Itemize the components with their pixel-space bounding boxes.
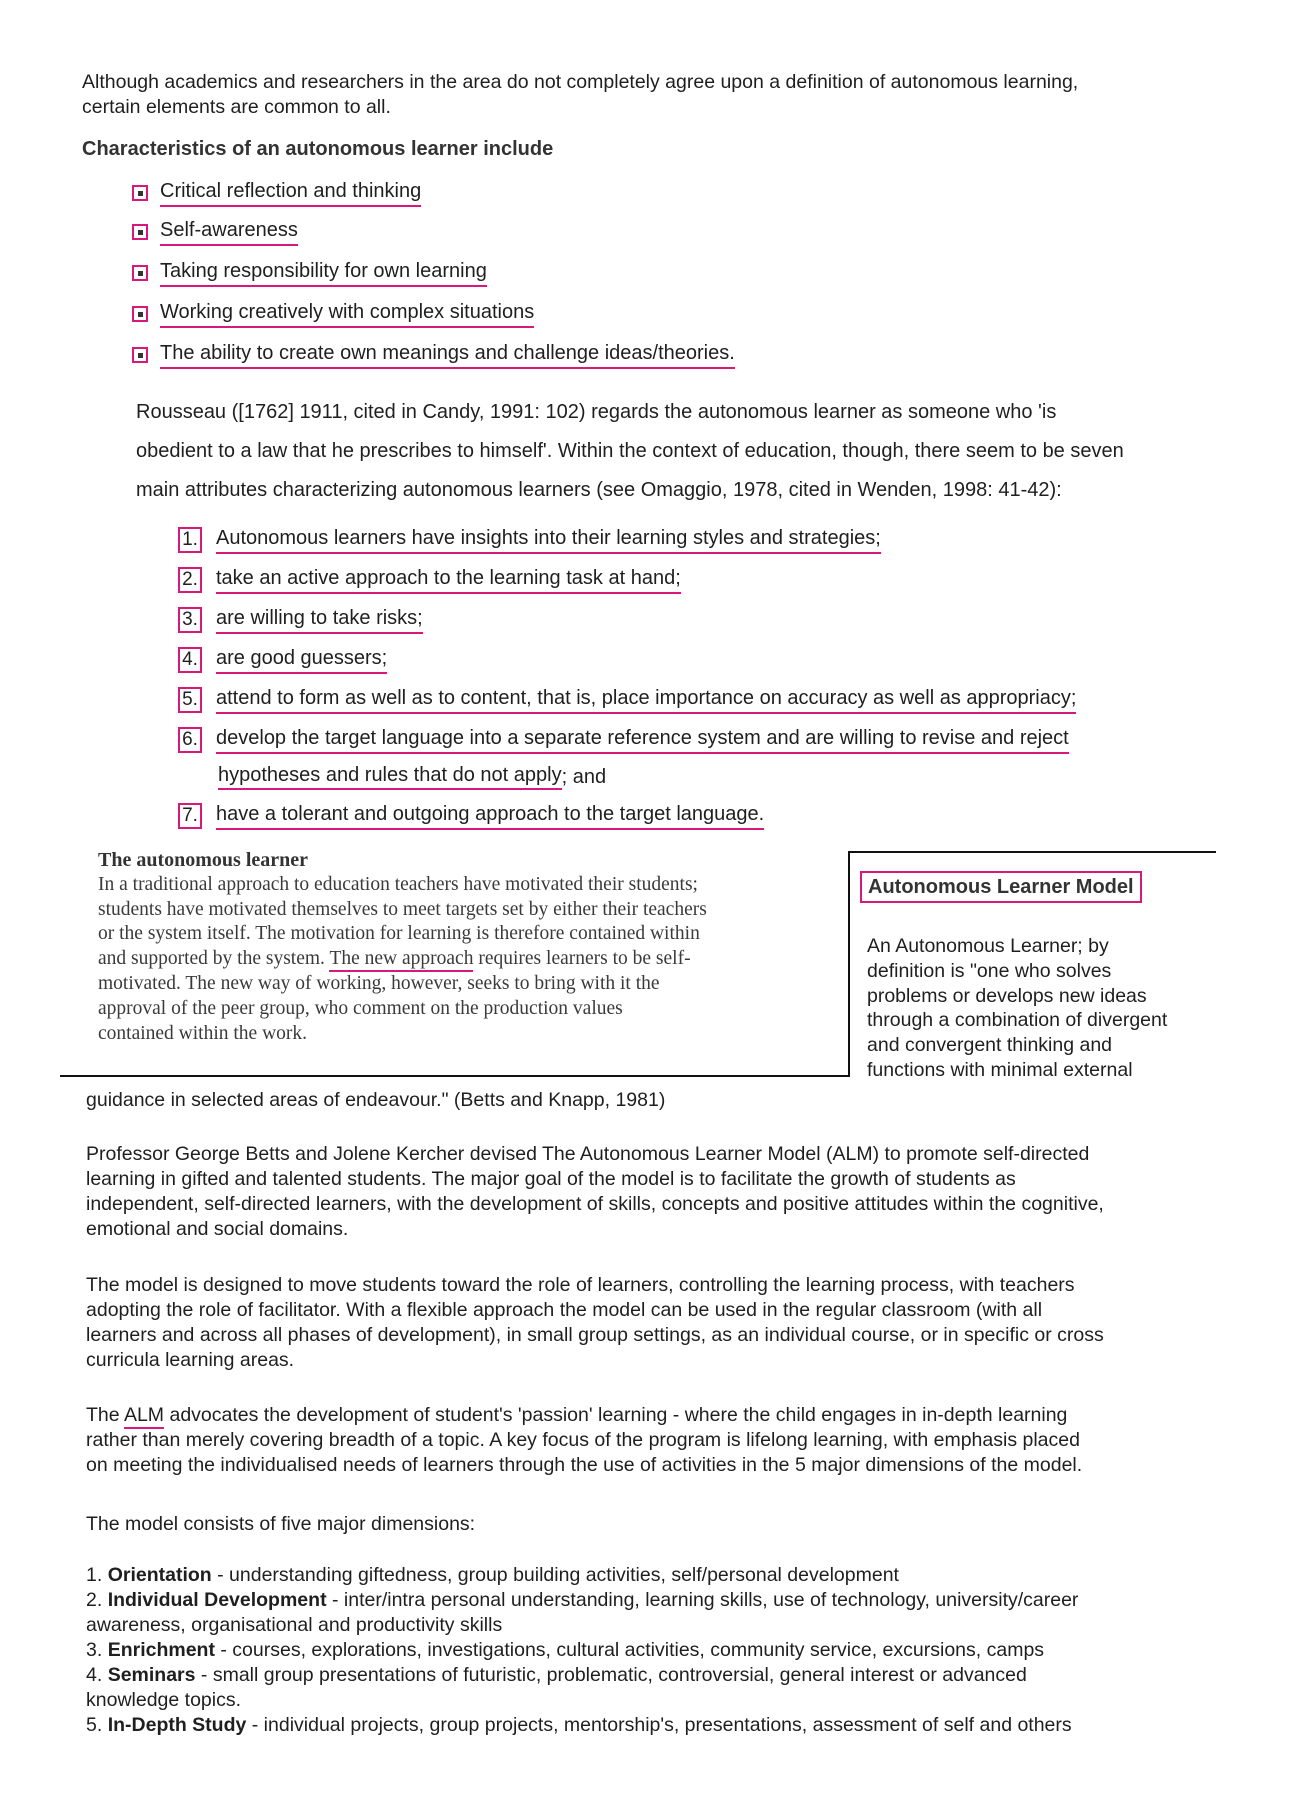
list-item: Working creatively with complex situations — [132, 299, 735, 329]
item-number: 6. — [178, 727, 202, 753]
alm-definition: An Autonomous Learner; by definition is "one who solves problems or develops new ideas through a combination of divergent and convergent thinking and functions with minimal external — [867, 935, 1168, 1081]
checkbox-bullet-icon — [132, 224, 148, 240]
characteristics-list — [132, 178, 735, 370]
list-item: 3. are willing to take risks; — [178, 604, 1076, 636]
item-number: 4. — [178, 647, 202, 673]
list-item: 3. Enrichment - courses, explorations, investigations, cultural activities, community service, excursions, camps — [86, 1639, 1045, 1661]
list-item: Taking responsibility for own learning — [132, 258, 735, 288]
intro-paragraph — [82, 70, 1078, 120]
item-number: 3. — [178, 607, 202, 633]
alm-passion-paragraph: The ALM advocates the development of student's 'passion' learning - where the child engages in in-depth learning rather than merely covering breadth of a topic. A key focus of the program is lifelong learning, with emphasis placed on meeting the individualised needs of learners through the use of activities in the 5 major dimensions of the model. — [86, 1404, 1083, 1476]
autonomous-learner-excerpt: The autonomous learner In a traditional approach to education teachers have motivated their students; students have motivated themselves to meet targets set by either their teachers or the system itself. The motivation for learning is therefore contained within and supported by the system. The new approach requires learners to be self- motivated. The new way of working, however, seeks to bring with it the approval of the peer group, who comment on the production values contained within the work. — [98, 849, 707, 1044]
alm-box-title: Autonomous Learner Model — [860, 876, 1142, 899]
model-design-paragraph: The model is designed to move students toward the role of learners, controlling the learning process, with teachers adopting the role of facilitator. With a flexible approach the model can be used in the regular classroom (with all learners and across all phases of development), in small group settings, as an individual course, or in specific or cross curricula learning areas. — [86, 1274, 1104, 1371]
rousseau-paragraph: Rousseau ([1762] 1911, cited in Candy, 1991: 102) regards the autonomous learner as someone who 'is obedient to a law that he prescribes to himself'. Within the context of education, though, there seem to be seven main attributes characterizing autonomous learners (see Omaggio, 1978, cited in Wenden, 1998: 41-42): — [136, 401, 1124, 501]
list-item: Critical reflection and thinking — [132, 178, 735, 208]
checkbox-bullet-icon — [132, 347, 148, 363]
list-item: 5. attend to form as well as to content, that is, place importance on accuracy as well as appropriacy; — [178, 684, 1076, 716]
dimensions-intro: The model consists of five major dimensions: — [86, 1513, 476, 1535]
characteristics-heading: Characteristics of an autonomous learner include — [82, 138, 554, 160]
list-item: 1. Orientation - understanding giftedness, group building activities, self/personal development — [86, 1564, 899, 1586]
list-item: 1. Autonomous learners have insights into their learning styles and strategies; — [178, 524, 1076, 556]
checkbox-bullet-icon — [132, 306, 148, 322]
dimensions-list: 1. Orientation - understanding giftedness, group building activities, self/personal development 2. Individual Development - inter/intra personal understanding, learning skills, use of technology, university/career awareness, organisational and productivity skills 3. Enrichment - courses, explorations, investigations, cultural activities, community service, excursions, camps 4. Seminars - small group presentations of futuristic, problematic, controversial, general interest or advanced knowledge topics. 5. In-Depth Study - individual projects, group projects, mentorship's, presentations, assessment of self and others — [86, 1564, 1079, 1736]
box-divider-rule — [848, 851, 850, 1076]
betts-kercher-paragraph: Professor George Betts and Jolene Kercher devised The Autonomous Learner Model (ALM) to promote self-directed learning in gifted and talented students. The major goal of the model is to facilitate the growth of students as independent, self-directed learners, with the development of skills, concepts and positive attitudes within the cognitive, emotional and social domains. — [86, 1143, 1104, 1240]
excerpt-title: The autonomous learner — [98, 849, 308, 871]
list-item: 4. are good guessers; — [178, 644, 1076, 676]
list-item: 6. develop the target language into a separate reference system and are willing to revise and reject — [178, 724, 1076, 756]
item-number: 5. — [178, 687, 202, 713]
list-item: 7. have a tolerant and outgoing approach to the target language. — [178, 800, 1076, 832]
list-item: 5. In-Depth Study - individual projects, group projects, mentorship's, presentations, assessment of self and others — [86, 1714, 1072, 1736]
item-number: 7. — [178, 803, 202, 829]
box-bottom-rule — [60, 1075, 850, 1077]
alm-definition-continued: guidance in selected areas of endeavour." (Betts and Knapp, 1981) — [86, 1089, 666, 1111]
checkbox-bullet-icon — [132, 185, 148, 201]
list-item-continuation: hypotheses and rules that do not apply ; and — [218, 760, 1076, 794]
list-item: 2. Individual Development - inter/intra personal understanding, learning skills, use of technology, university/career — [86, 1589, 1079, 1611]
intro-line: certain elements are common to all. — [82, 96, 391, 118]
list-item: 2. take an active approach to the learning task at hand; — [178, 564, 1076, 596]
list-item: The ability to create own meanings and challenge ideas/theories. — [132, 340, 735, 370]
checkbox-bullet-icon — [132, 265, 148, 281]
attributes-list — [178, 524, 1076, 832]
item-number: 1. — [178, 527, 202, 553]
box-top-rule — [848, 851, 1216, 853]
intro-line: Although academics and researchers in the area do not completely agree upon a definition of autonomous learning, — [82, 71, 1079, 93]
list-item: 4. Seminars - small group presentations of futuristic, problematic, controversial, general interest or advanced — [86, 1664, 1027, 1686]
item-number: 2. — [178, 567, 202, 593]
list-item: Self-awareness — [132, 217, 735, 247]
